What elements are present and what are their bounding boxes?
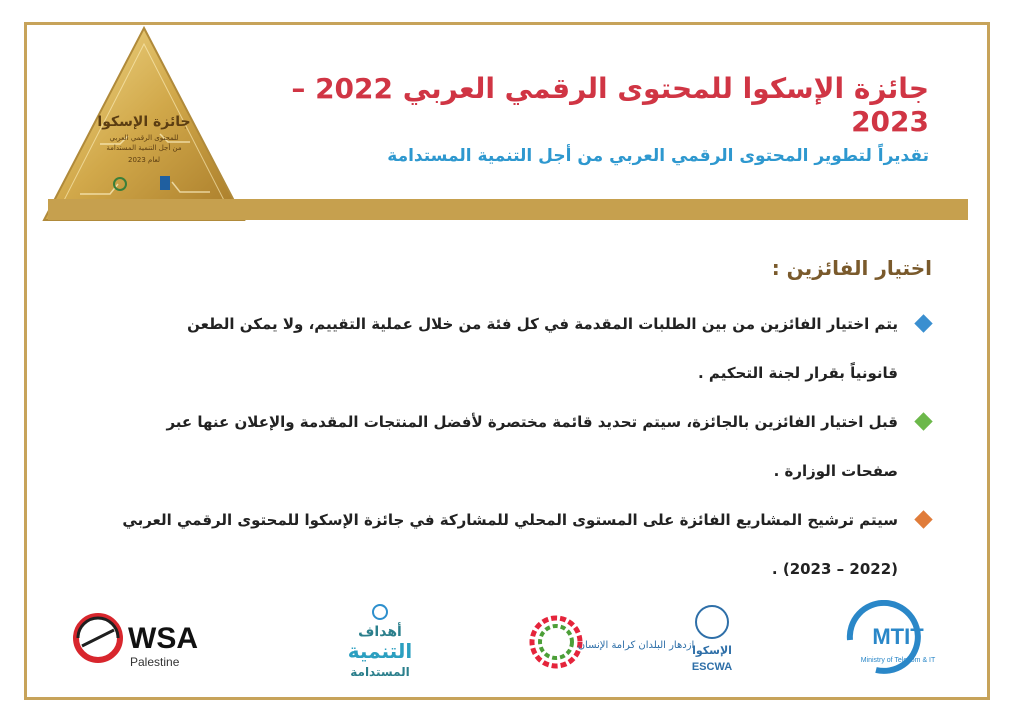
mtit-sub: Ministry of Telecom & IT [860, 657, 936, 664]
escwa-ar: الإسكوا [692, 644, 732, 657]
escwa-slogan: ازدهار البلدان كرامة الإنسان [577, 640, 695, 651]
partner-logos [30, 600, 994, 684]
page-subtitle: تقديراً لتطوير المحتوى الرقمي العربي من أجل التنمية المستدامة [387, 146, 929, 166]
mtit-name: MTIT [872, 624, 924, 649]
page-title: جائزة الإسكوا للمحتوى الرقمي العربي 2022 – 2023 [291, 72, 929, 138]
section-heading: اختيار الفائزين : [771, 256, 932, 280]
gold-divider-bar [48, 199, 968, 220]
diamond-bullet-icon [914, 412, 932, 430]
trophy-line1: جائزة الإسكوا [97, 114, 191, 130]
list-item [78, 398, 932, 496]
bullet-text-line2: قانونياً بقرار لجنة التحكيم . [698, 364, 898, 382]
sdg-line2: التنمية [347, 639, 413, 663]
sdg-line1: أهداف [358, 624, 402, 640]
mtit-logo [836, 600, 976, 684]
wsa-sub: Palestine [130, 655, 180, 669]
escwa-en: ESCWA [691, 661, 733, 673]
sdg-logo [330, 600, 430, 684]
wsa-logo [68, 600, 248, 684]
diamond-bullet-icon [914, 314, 932, 332]
bullet-text-line1: سيتم ترشيح المشاريع الفائزة على المستوى المحلي للمشاركة في جائزة الإسكوا للمحتوى الرقمي العربي [122, 511, 898, 529]
trophy-line3: من أجل التنمية المستدامة [106, 144, 182, 152]
trophy-line4: لعام 2023 [127, 156, 161, 164]
diamond-bullet-icon [914, 510, 932, 528]
bullet-text-line2: صفحات الوزارة . [773, 462, 898, 480]
escwa-logo [526, 600, 746, 684]
bullet-text-line2: (2022 – 2023) . [771, 560, 898, 578]
bullet-text-line1: يتم اختيار الفائزين من بين الطلبات المقدمة في كل فئة من خلال عملية التقييم، ولا يمكن الطعن [187, 315, 898, 333]
sdg-line3: المستدامة [350, 665, 410, 679]
list-item [78, 496, 932, 594]
bullet-list [78, 300, 932, 594]
award-trophy-icon [40, 24, 248, 224]
trophy-line2: للمحتوى الرقمي العربي [109, 134, 179, 142]
bullet-text-line1: قبل اختيار الفائزين بالجائزة، سيتم تحديد قائمة مختصرة لأفضل المنتجات المقدمة والإعلان عنها عبر [166, 413, 898, 431]
wsa-name: WSA [128, 622, 198, 655]
list-item [78, 300, 932, 398]
